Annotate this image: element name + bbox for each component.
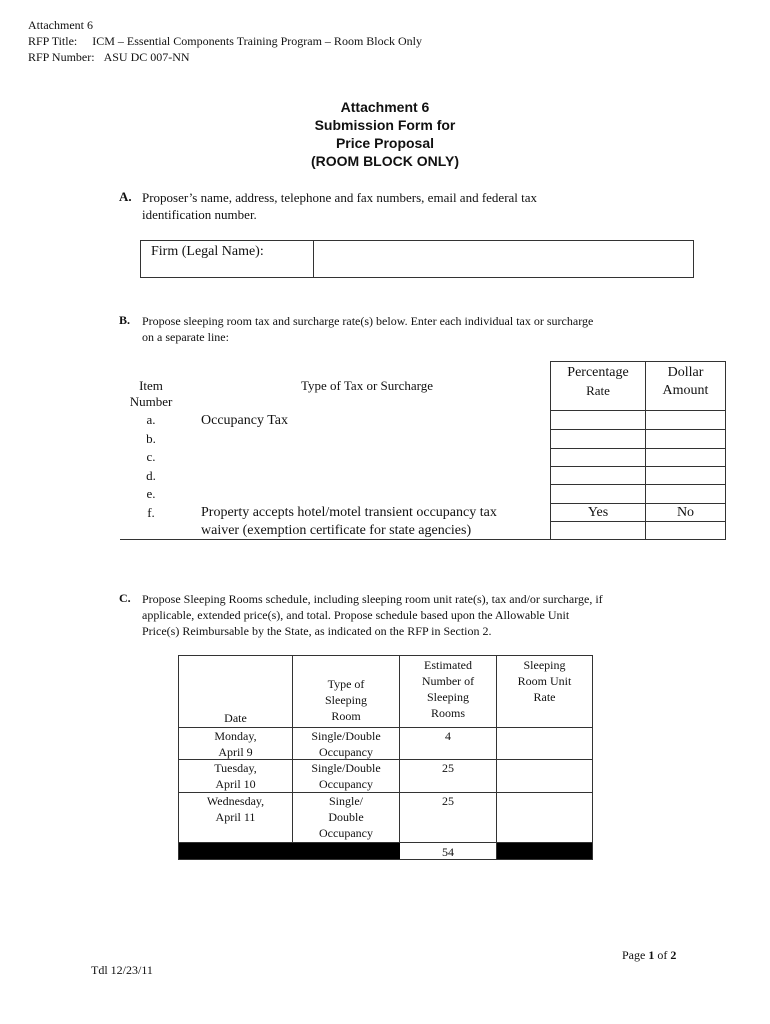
occupancy-tax-label: Occupancy Tax [201, 413, 289, 428]
row-1-rooms: 4 [445, 729, 451, 743]
row-1-date-l2: April 9 [218, 745, 253, 759]
section-b-letter: B. [119, 313, 131, 327]
row-3-type-l3: Occupancy [319, 826, 373, 840]
row-3-date-l1: Wednesday, [206, 794, 265, 808]
waiver-text-1: Property accepts hotel/motel transient occupancy tax [201, 505, 497, 520]
title-line-3: Price Proposal [335, 135, 435, 151]
tax-table-hline-5 [550, 484, 726, 485]
item-number-header [118, 378, 184, 410]
header-rfp-number [28, 49, 190, 65]
row-1-type-l1: Single/Double [311, 729, 381, 743]
unit-rate-header [497, 657, 592, 705]
est-header-l4: Rooms [430, 706, 465, 720]
document-code: Tdl 12/23/11 [91, 963, 153, 977]
section-a-text-1: Proposer’s name, address, telephone and fax numbers, email and federal tax [142, 190, 538, 205]
est-header-l2: Number of [421, 674, 475, 688]
title-line-1: Attachment 6 [340, 99, 430, 115]
rfp-title-value: ICM – Essential Components Training Program – Room Block Only [92, 34, 422, 48]
rate-header-l3: Rate [533, 690, 556, 704]
row-3-type [293, 793, 399, 841]
item-a: a. [146, 412, 156, 427]
rfp-title-label: RFP Title: [28, 34, 78, 48]
page-prefix: Page [622, 948, 649, 962]
total-row-blackout-right [497, 843, 592, 859]
row-2-date-l1: Tuesday, [214, 761, 257, 775]
row-1-date [179, 728, 292, 760]
row-1-type-l2: Occupancy [319, 745, 373, 759]
tax-table-hline-top [550, 361, 726, 362]
row-3-date [179, 793, 292, 825]
section-c-text-1: Propose Sleeping Rooms schedule, including sleeping room unit rate(s), tax and/or surcharge, if [142, 592, 603, 606]
rate-header-l2: Room Unit [517, 674, 572, 688]
item-c: c. [146, 449, 156, 464]
est-header-l1: Estimated [424, 658, 472, 672]
section-c-text-3: Price(s) Reimbursable by the State, as indicated on the RFP in Section 2. [142, 624, 492, 638]
type-header: Type of Tax or Surcharge [301, 378, 433, 393]
est-header-l3: Sleeping [427, 690, 469, 704]
pct-header-line1: Percentage [567, 365, 629, 380]
page-current: 1 [648, 948, 655, 962]
tax-table-hline-1 [550, 410, 726, 411]
room-type-header-l2: Sleeping [325, 693, 367, 707]
row-3-rooms: 25 [442, 794, 454, 808]
total-row-blackout-left [179, 843, 400, 859]
row-1-type [293, 728, 399, 760]
tax-table-hline-2 [550, 429, 726, 430]
waiver-yes[interactable]: Yes [587, 505, 609, 520]
rfp-number-label: RFP Number: [28, 50, 95, 64]
firm-name-field[interactable] [315, 242, 692, 276]
row-3-rate-field[interactable] [497, 793, 592, 842]
tax-table-hline-3 [550, 448, 726, 449]
section-a-letter: A. [119, 189, 132, 204]
page-number [622, 948, 676, 963]
section-b-text-2: on a separate line: [142, 330, 229, 344]
page-mid: of [654, 948, 671, 962]
room-type-header-l3: Room [331, 709, 361, 723]
section-c-letter: C. [119, 591, 131, 605]
row-2-type [293, 760, 399, 792]
percentage-rate-header [551, 364, 645, 400]
date-header: Date [224, 711, 247, 725]
header-rfp-title [28, 33, 422, 49]
item-f: f. [147, 505, 155, 520]
item-header-line2: Number [129, 394, 173, 409]
firm-name-label: Firm (Legal Name): [151, 244, 264, 259]
pct-header-line2: Rate [586, 383, 610, 398]
room-type-header-l1: Type of [327, 677, 365, 691]
section-b-text-1: Propose sleeping room tax and surcharge rate(s) below. Enter each individual tax or surcharge [142, 314, 594, 328]
title-line-2: Submission Form for [314, 117, 456, 133]
dollar-header-line1: Dollar [667, 365, 704, 380]
waiver-no[interactable]: No [676, 505, 695, 520]
firm-name-divider [313, 241, 314, 277]
row-3-type-l1: Single/ [328, 794, 363, 808]
row-2-type-l2: Occupancy [319, 777, 373, 791]
item-d: d. [146, 468, 156, 483]
estimated-rooms-header [400, 657, 496, 721]
row-2-date-l2: April 10 [215, 777, 256, 791]
header-attachment: Attachment 6 [28, 18, 93, 32]
rfp-number-value: ASU DC 007-NN [103, 50, 190, 64]
room-type-header [293, 676, 399, 724]
tax-table-vline-3 [725, 361, 726, 540]
row-2-type-l1: Single/Double [311, 761, 381, 775]
page-total: 2 [670, 948, 677, 962]
row-1-date-l1: Monday, [214, 729, 257, 743]
total-rooms: 54 [442, 845, 454, 859]
dollar-amount-header [646, 364, 725, 400]
item-b: b. [146, 431, 156, 446]
rate-header-l1: Sleeping [523, 658, 566, 672]
row-2-rooms: 25 [442, 761, 454, 775]
title-line-4: (ROOM BLOCK ONLY) [310, 153, 460, 169]
item-e: e. [146, 486, 156, 501]
waiver-text-2: waiver (exemption certificate for state agencies) [201, 523, 472, 538]
firm-name-box [140, 240, 694, 278]
row-1-rate-field[interactable] [497, 728, 592, 759]
item-header-line1: Item [139, 378, 163, 393]
row-2-date [179, 760, 292, 792]
dollar-header-line2: Amount [662, 383, 709, 398]
row-2-rate-field[interactable] [497, 760, 592, 792]
row-3-type-l2: Double [328, 810, 364, 824]
tax-table-hline-4 [550, 466, 726, 467]
section-a-text-2: identification number. [142, 207, 257, 222]
row-3-date-l2: April 11 [215, 810, 256, 824]
section-c-text-2: applicable, extended price(s), and total. Propose schedule based upon the Allowable Unit [142, 608, 570, 622]
sleeping-rooms-table [178, 655, 593, 860]
